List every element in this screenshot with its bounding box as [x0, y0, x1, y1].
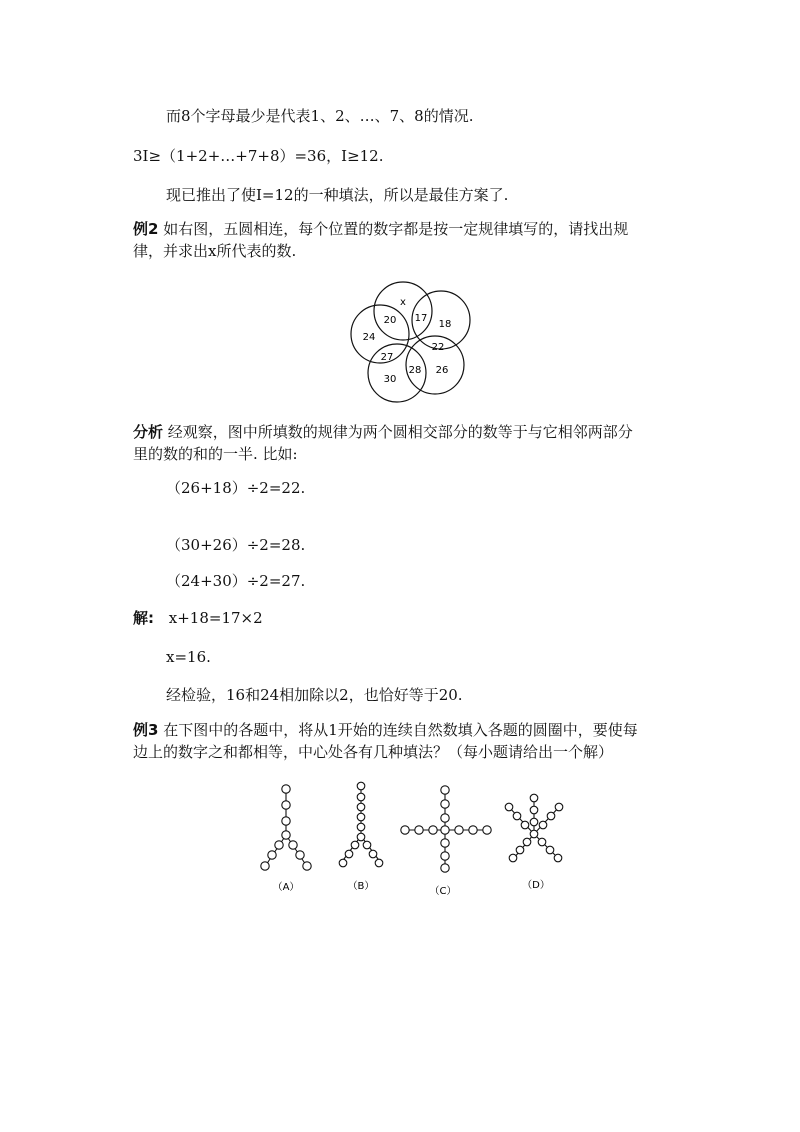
figure-c [398, 783, 498, 897]
example3-text-1: 在下图中的各题中，将从1开始的连续自然数填入各题的圆圈中，要使每 [163, 721, 638, 739]
solution-eq-1: x+18=17×2 [168, 609, 263, 627]
caption-d: （D） [522, 880, 550, 891]
value-30: 30 [383, 374, 397, 385]
analysis-text-1: 经观察，图中所填数的规律为两个圆相交部分的数等于与它相邻两部分 [167, 423, 633, 441]
analysis-label: 分析 [133, 423, 164, 441]
example2-text-2: 律，并求出x所代表的数. [133, 242, 297, 260]
value-22: 22 [431, 342, 445, 353]
value-18: 18 [438, 319, 452, 330]
example3-label: 例3 [133, 721, 159, 739]
analysis-first-line [133, 422, 633, 442]
solution-first-line [133, 608, 263, 628]
example2-text-1: 如右图，五圆相连，每个位置的数字都是按一定规律填写的，请找出规 [163, 220, 629, 238]
example2-first-line [133, 219, 628, 239]
intro-line-3: 现已推出了使I=12的一种填法，所以是最佳方案了. [166, 186, 509, 204]
caption-c: （C） [429, 886, 457, 897]
value-24: 24 [362, 332, 376, 343]
caption-b: （B） [347, 881, 375, 892]
figure-b [328, 778, 398, 890]
five-circles-diagram [340, 282, 480, 402]
analysis-eq-1: （26+18）÷2=22. [166, 479, 306, 497]
solution-check: 经检验，16和24相加除以2，也恰好等于20. [166, 686, 463, 704]
value-28: 28 [408, 365, 422, 376]
example3-first-line [133, 720, 638, 740]
example3-text-2: 边上的数字之和都相等，中心处各有几种填法？（每小题请给出一个解） [133, 743, 614, 761]
value-20: 20 [383, 315, 397, 326]
analysis-text-2: 里的数的和的一半. 比如: [133, 445, 298, 463]
value-x: x [400, 297, 406, 308]
value-17: 17 [414, 313, 428, 324]
intro-line-1: 而8个字母最少是代表1、2、…、7、8的情况. [166, 107, 474, 125]
intro-line-2: 3I≥（1+2+…+7+8）=36，I≥12. [133, 147, 384, 165]
example2-label: 例2 [133, 220, 159, 238]
value-26: 26 [435, 365, 449, 376]
caption-a: （A） [272, 882, 300, 893]
solution-eq-2: x=16. [166, 648, 211, 666]
analysis-eq-2: （30+26）÷2=28. [166, 536, 306, 554]
value-27: 27 [380, 352, 394, 363]
solution-label: 解: [133, 609, 154, 627]
analysis-eq-3: （24+30）÷2=27. [166, 572, 306, 590]
figure-a [252, 782, 322, 894]
figure-d [498, 792, 574, 896]
